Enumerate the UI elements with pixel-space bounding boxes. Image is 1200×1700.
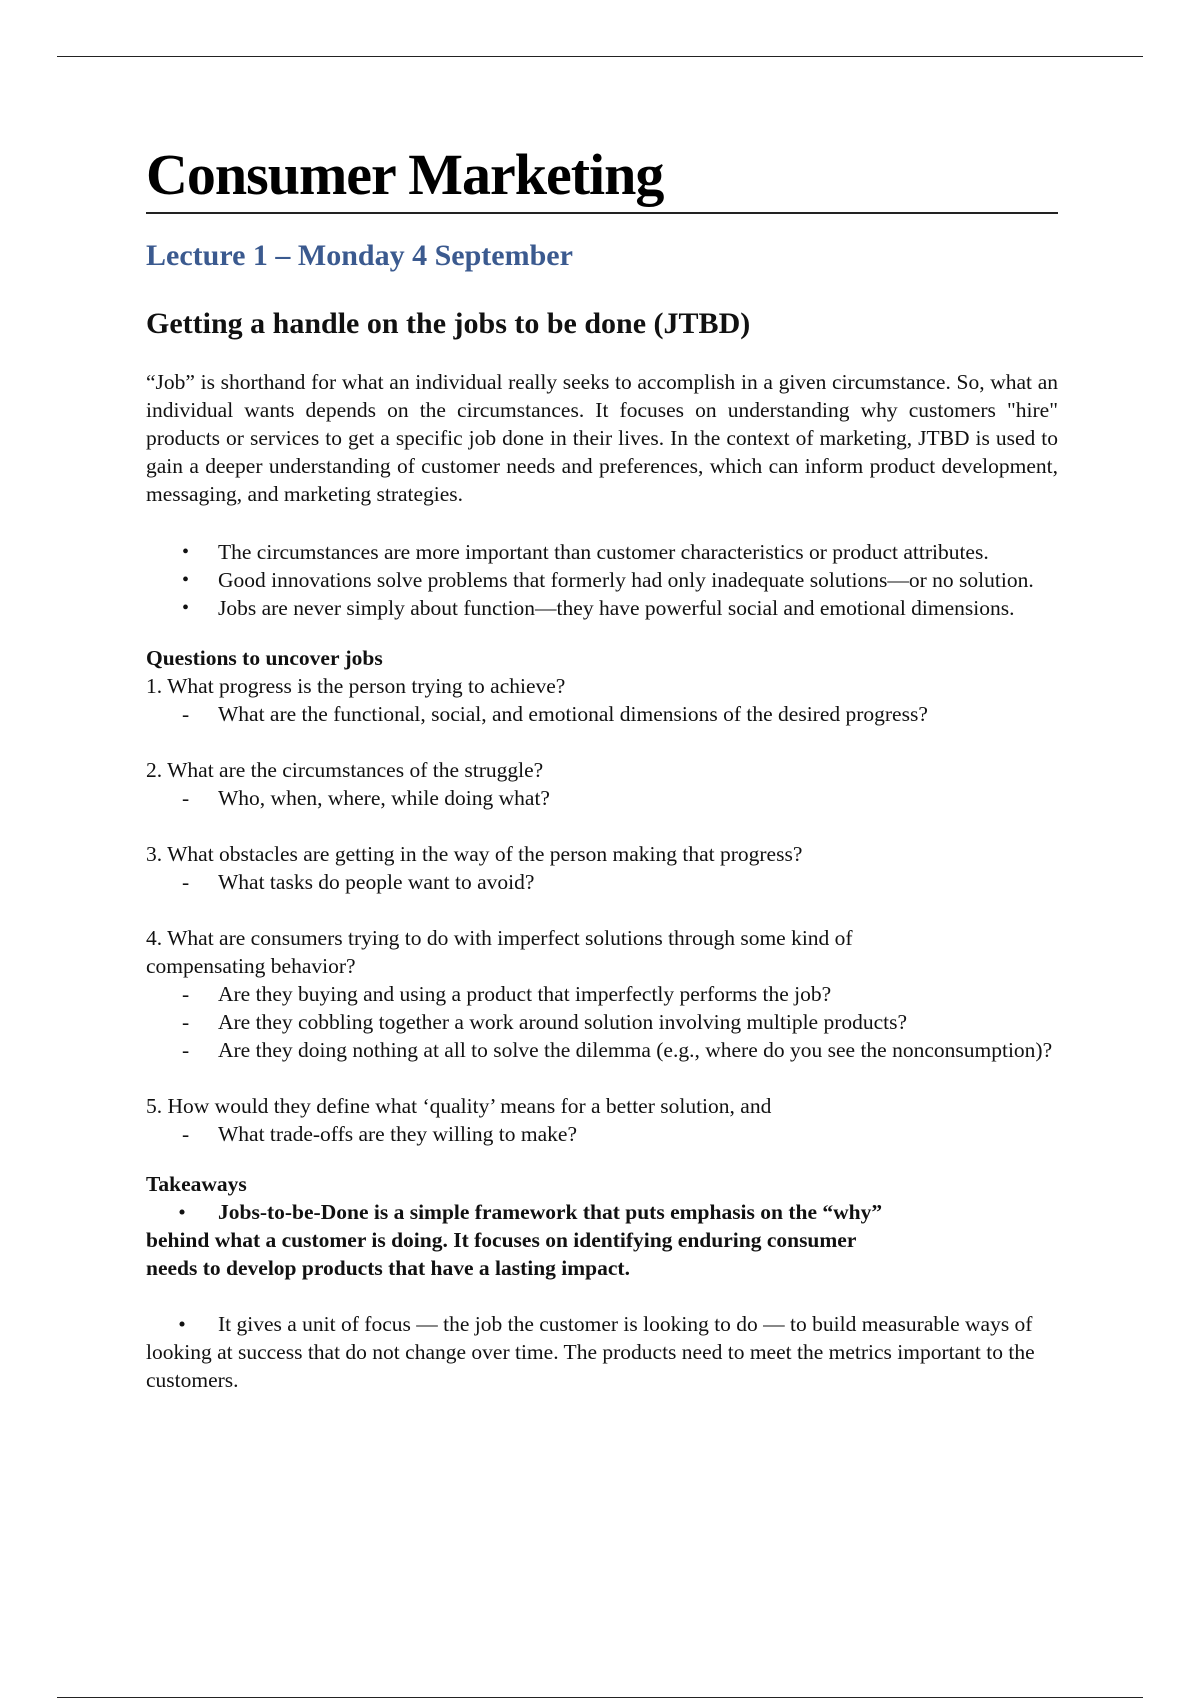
sub-question: - What are the functional, social, and emotional dimensions of the desired progress?	[182, 702, 928, 726]
list-item	[146, 594, 1058, 622]
question-block	[146, 672, 1058, 728]
bullet-text: Jobs are never simply about function—they have powerful social and emotional dimensions.	[218, 596, 1015, 620]
list-item	[146, 538, 1058, 566]
sub-question: - Are they doing nothing at all to solve the dilemma (e.g., where do you see the nonconsumption)?	[182, 1038, 1053, 1062]
list-item	[146, 566, 1058, 594]
dash-icon: -	[182, 870, 190, 894]
document-title: Consumer Marketing	[146, 140, 1058, 214]
dash-icon: -	[182, 982, 190, 1006]
takeaways-heading: Takeaways	[146, 1172, 247, 1196]
question-block	[146, 924, 1058, 1064]
lecture-heading: Lecture 1 – Monday 4 September	[146, 239, 573, 272]
question-text: 2. What are the circumstances of the struggle?	[146, 758, 544, 782]
bullet-icon: •	[182, 569, 190, 591]
dash-icon: -	[182, 786, 190, 810]
question-text: 3. What obstacles are getting in the way of the person making that progress?	[146, 842, 803, 866]
questions-heading: Questions to uncover jobs	[146, 646, 383, 670]
question-text: 4. What are consumers trying to do with imperfect solutions through some kind of compensating behavior?	[146, 926, 853, 978]
dash-icon: -	[182, 702, 190, 726]
dash-icon: -	[182, 1010, 190, 1034]
question-block	[146, 1092, 1058, 1148]
question-text: 5. How would they define what ‘quality’ means for a better solution, and	[146, 1094, 772, 1118]
takeaway-primary: • Jobs-to-be-Done is a simple framework that puts emphasis on the “why” behind what a customer is doing. It focuses on identifying enduring consumer needs to develop products that have a lasting impact.	[146, 1200, 883, 1280]
section-heading: Getting a handle on the jobs to be done (JTBD)	[146, 307, 751, 340]
key-points-list	[146, 538, 1058, 622]
question-block	[146, 756, 1058, 812]
bullet-icon: •	[178, 1312, 186, 1336]
sub-question: - Are they buying and using a product that imperfectly performs the job?	[182, 982, 832, 1006]
top-rule	[57, 56, 1143, 57]
sub-question: - What trade-offs are they willing to make?	[182, 1122, 577, 1146]
intro-paragraph: “Job” is shorthand for what an individual really seeks to accomplish in a given circumstance. So, what an individual wants depends on the circumstances. It focuses on understanding why customers "hire" products or services to get a specific job done in their lives. In the context of marketing, JTBD is used to gain a deeper understanding of customer needs and preferences, which can inform product development, messaging, and marketing strategies.	[146, 370, 1058, 506]
bullet-text: Good innovations solve problems that formerly had only inadequate solutions—or no solution.	[218, 568, 1034, 592]
bullet-icon: •	[182, 597, 190, 619]
dash-icon: -	[182, 1122, 190, 1146]
dash-icon: -	[182, 1038, 190, 1062]
bottom-rule	[57, 1697, 1143, 1698]
question-block	[146, 840, 1058, 896]
bullet-icon: •	[178, 1200, 186, 1224]
bullet-text: The circumstances are more important than customer characteristics or product attributes.	[218, 540, 989, 564]
document-page	[146, 140, 1058, 1394]
sub-question: - Are they cobbling together a work around solution involving multiple products?	[182, 1010, 908, 1034]
sub-question: - Who, when, where, while doing what?	[182, 786, 550, 810]
question-text: 1. What progress is the person trying to achieve?	[146, 674, 566, 698]
takeaway-secondary: • It gives a unit of focus — the job the customer is looking to do — to build measurable ways of looking at success that do not change over time. The products need to meet the metrics important to the customers.	[146, 1312, 1035, 1392]
bullet-icon: •	[182, 541, 190, 563]
sub-question: - What tasks do people want to avoid?	[182, 870, 535, 894]
